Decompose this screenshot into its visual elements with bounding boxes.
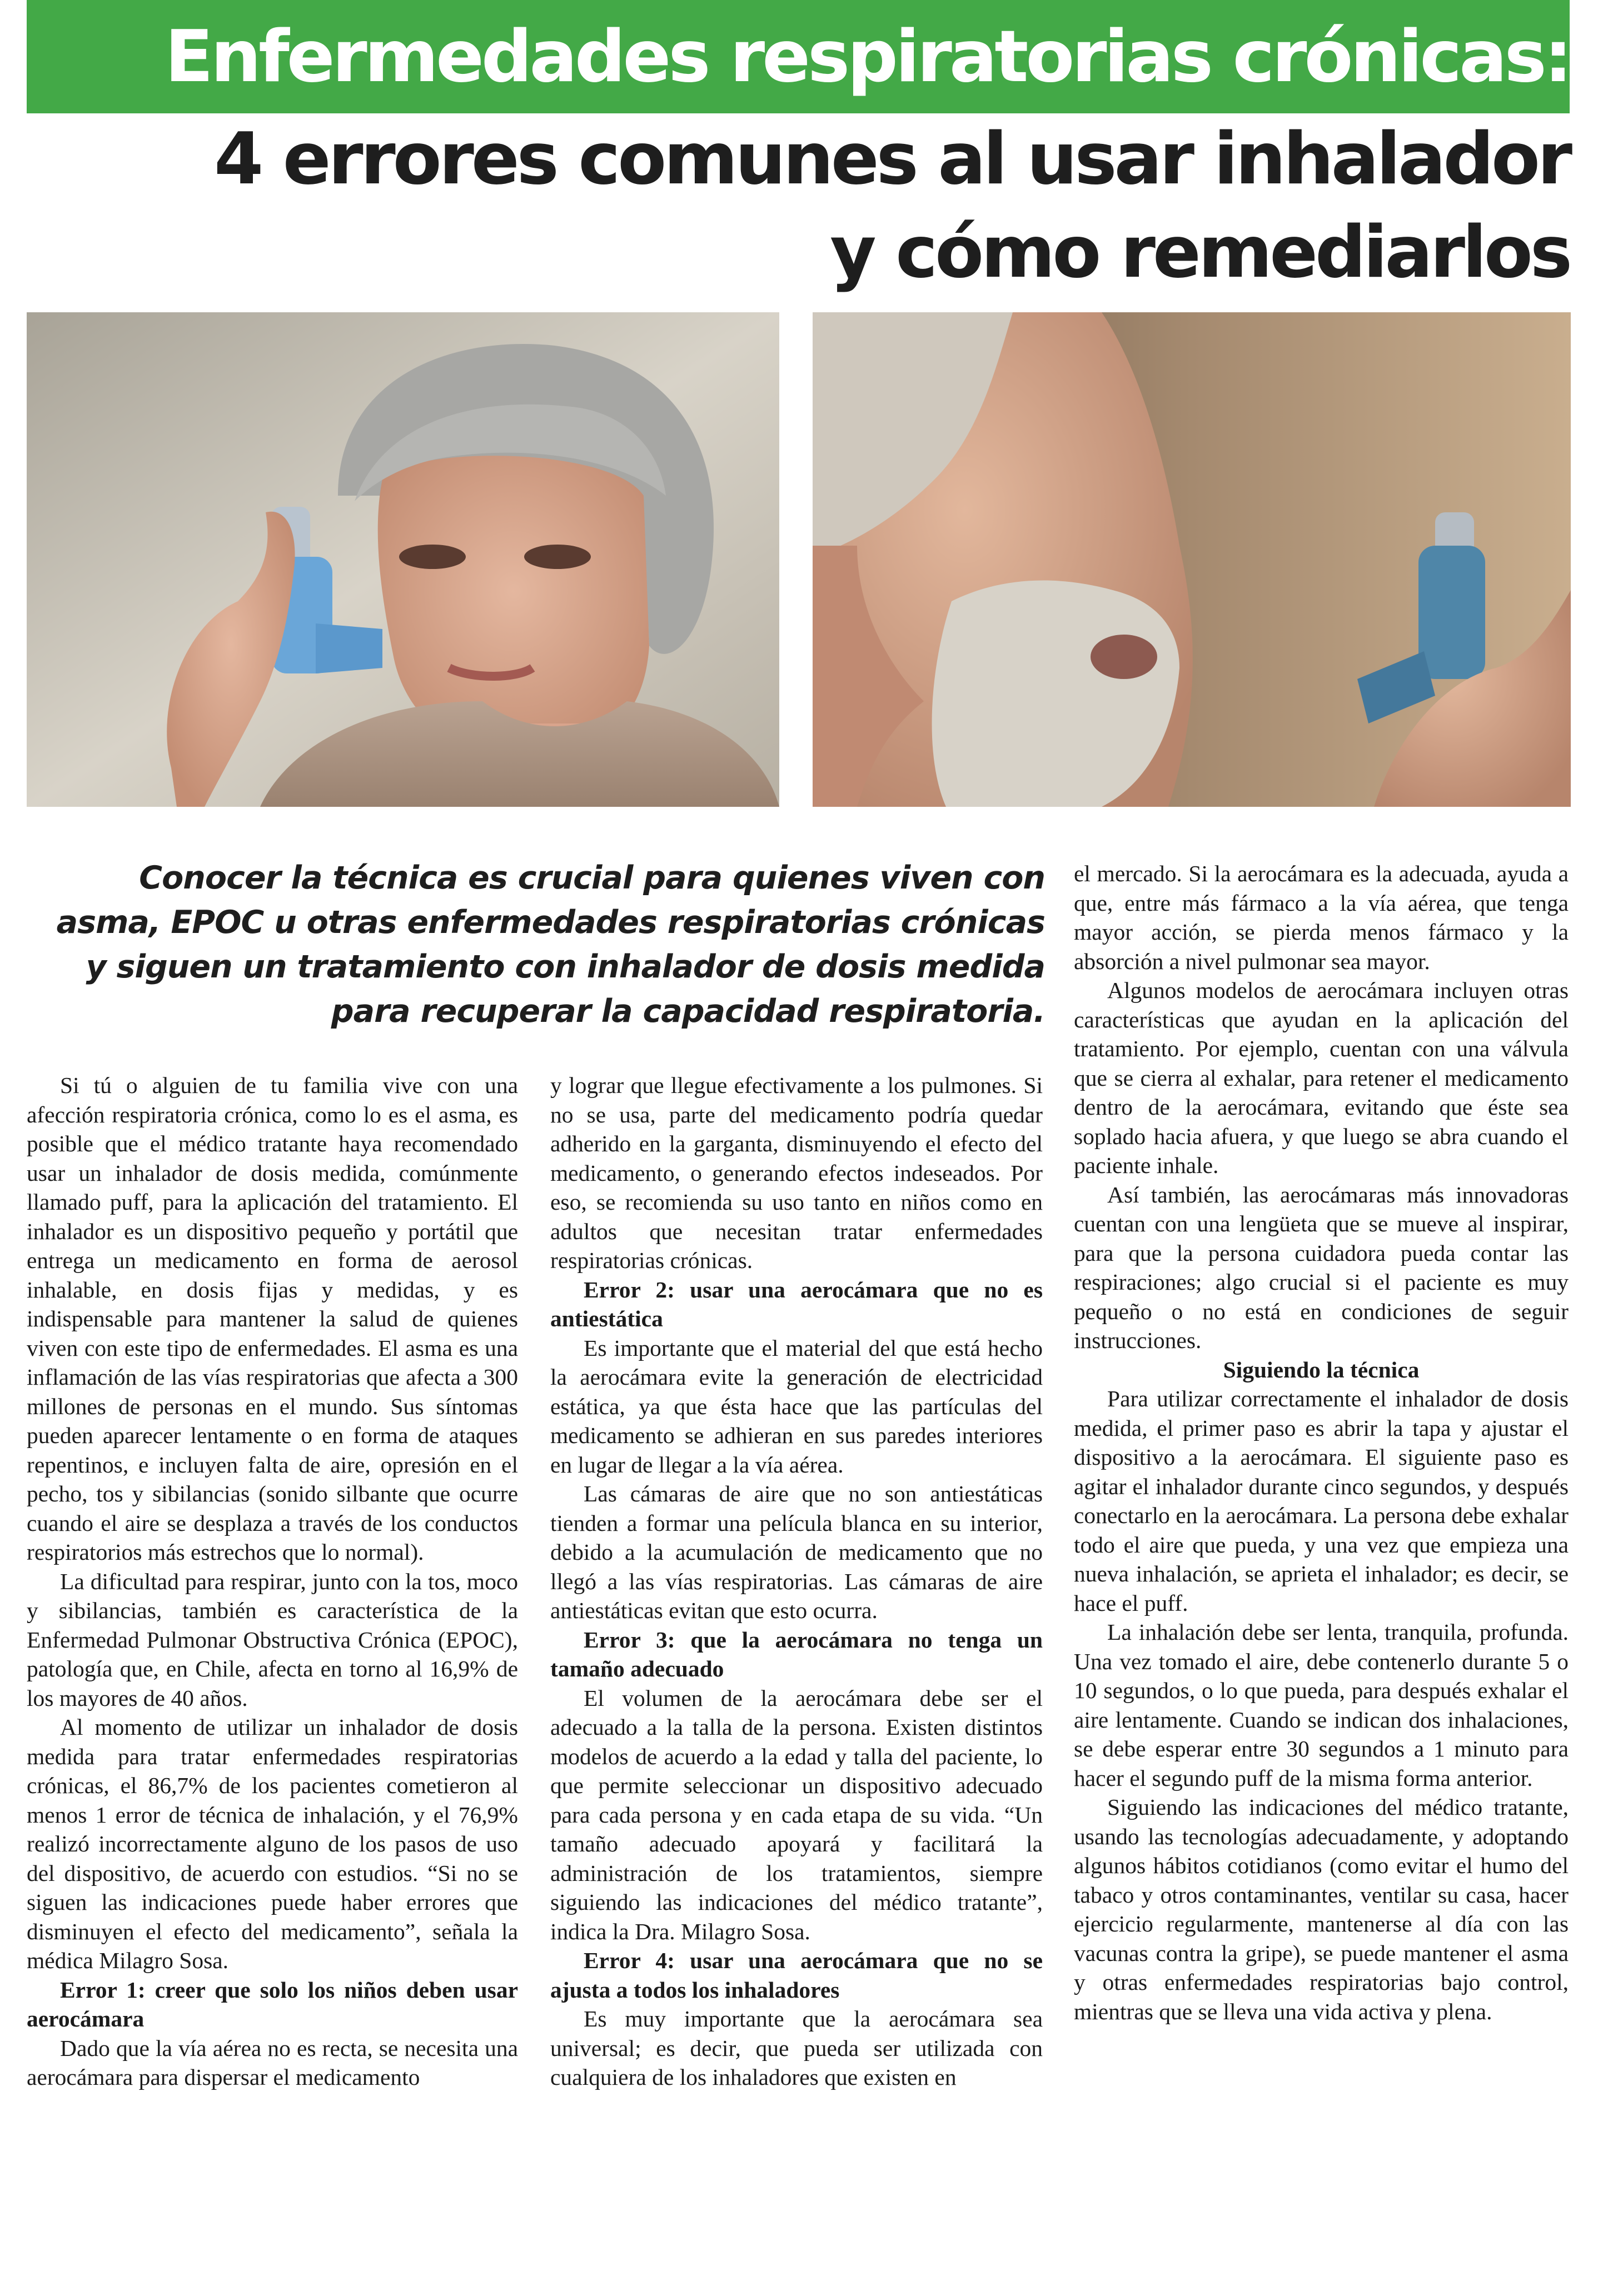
paragraph: el mercado. Si la aerocámara es la adecuada, ayuda a que, entre más fármaco a la vía aérea, que tenga mayor acción, se pierda menos fármaco y la absorción a nivel pulmonar sea mayor.: [1074, 861, 1569, 974]
paragraph: Al momento de utilizar un inhalador de dosis medida para tratar enfermedades respiratorias crónicas, el 86,7% de los pacientes cometieron al menos 1 error de técnica de inhalación, y el 76,9% realizó incorrectamente alguno de los pasos de uso del dispositivo, de acuerdo con estudios. “Si no se siguen las indicaciones puede haber errores que disminuyen el efecto del medicamento”, señala la médica Milagro Sosa.: [27, 1714, 518, 1973]
subheading-error-3: Error 3: que la aerocámara no tenga un tamaño adecuado: [550, 1626, 1043, 1681]
article-column-2: [550, 1071, 1043, 2092]
headline-line-2: 4 errores comunes al usar inhalador: [214, 118, 1570, 201]
paragraph: Así también, las aerocámaras más innovadoras cuentan con una lengüeta que se mueve al inspirar, para que la persona cuidadora pueda contar las respiraciones; algo crucial si el paciente es muy pequeño o no está en condiciones de seguir instrucciones.: [1074, 1181, 1569, 1353]
paragraph: La dificultad para respirar, junto con la tos, moco y sibilancias, también es característica de la Enfermedad Pulmonar Obstructiva Crónica (EPOC), patología que, en Chile, afecta en torno al 16,9% de los mayores de 40 años.: [27, 1568, 518, 1711]
article-column-3: [1074, 859, 1569, 2026]
paragraph: Para utilizar correctamente el inhalador de dosis medida, el primer paso es abrir la tapa y ajustar el dispositivo a la aerocámara. El siguiente paso es agitar el inhalador durante cinco segundos, y después conectarlo en la aerocámara. La persona debe exhalar todo el aire que pueda, y una vez que empieza una nueva inhalación, se aprieta el inhalador; es decir, se hace el puff.: [1074, 1386, 1569, 1616]
subheading-error-2: Error 2: usar una aerocámara que no es antiestática: [550, 1276, 1043, 1331]
paragraph: El volumen de la aerocámara debe ser el adecuado a la talla de la persona. Existen distintos modelos de acuerdo a la edad y talla del paciente, lo que permite seleccionar un dispositivo adecuado para cada persona y en cada etapa de su vida. “Un tamaño adecuado apoyará y facilitará la administración de los tratamientos, siempre siguiendo las indicaciones del médico tratante”, indica la Dra. Milagro Sosa.: [550, 1685, 1043, 1944]
headline-line-1: Enfermedades respiratorias crónicas:: [165, 16, 1570, 98]
subheading-error-1: Error 1: creer que solo los niños deben usar aerocámara: [27, 1976, 518, 2032]
paragraph: Es importante que el material del que está hecho la aerocámara evite la generación de electricidad estática, ya que ésta hace que las partículas del medicamento se adhieran en sus paredes interiores en lugar de llegar a la vía aérea.: [550, 1335, 1043, 1478]
article-column-1: [27, 1071, 518, 2092]
headline-line-3: y cómo remediarlos: [830, 211, 1570, 294]
paragraph: Algunos modelos de aerocámara incluyen otras características que ayudan en la aplicación del tratamiento. Por ejemplo, cuentan con una válvula que se cierra al exhalar, para retener el medicamento dentro de la aerocámara, evitando que éste sea soplado hacia afuera, y que luego se abra cuando el paciente inhale.: [1074, 977, 1569, 1178]
paragraph: Es muy importante que la aerocámara sea universal; es decir, que pueda ser utilizada con cualquiera de los inhaladores que existen en: [550, 2006, 1043, 2090]
paragraph: La inhalación debe ser lenta, tranquila, profunda. Una vez tomado el aire, debe contenerlo durante 5 o 10 segundos, o lo que pueda, para después exhalar el aire lentamente. Cuando se indican dos inhalaciones, se debe esperar entre 30 segundos a 1 minuto para hacer el segundo puff de la misma forma anterior.: [1074, 1619, 1569, 1791]
paragraph: Siguiendo las indicaciones del médico tratante, usando las tecnologías adecuadamente, y adoptando algunos hábitos cotidianos (como evitar el humo del tabaco y otros contaminantes, ventilar su casa, hacer ejercicio regularmente, mantenerse al día con las vacunas contra la gripe), se puede mantener el asma y otras enfermedades respiratorias bajo control, mientras que se lleva una vida activa y plena.: [1074, 1794, 1569, 2024]
paragraph: Si tú o alguien de tu familia vive con una afección respiratoria crónica, como lo es el asma, es posible que el médico tratante haya recomendado usar un inhalador de dosis medida, comúnmente llamado puff, para la aplicación del tratamiento. El inhalador es un dispositivo pequeño y portátil que entrega un medicamento en forma de aerosol inhalable, en dosis fijas y medidas, y es indispensable para mantener la salud de quienes viven con este tipo de enfermedades. El asma es una inflamación de las vías respiratorias que afecta a 300 millones de personas en el mundo. Sus síntomas pueden aparecer lentamente o en forma de ataques repentinos, e incluyen falta de aire, opresión en el pecho, tos y sibilancias (sonido silbante que ocurre cuando el aire se desplaza a través de los conductos respiratorios más estrechos que lo normal).: [27, 1072, 518, 1565]
paragraph: Las cámaras de aire que no son antiestáticas tienden a formar una película blanca en su interior, debido a la acumulación de medicamento que no llegó a las vías respiratorias. Las cámaras de aire antiestáticas evitan que esto ocurra.: [550, 1481, 1043, 1623]
paragraph: Dado que la vía aérea no es recta, se necesita una aerocámara para dispersar el medicamento: [27, 2035, 518, 2090]
subheading-tecnica: Siguiendo la técnica: [1223, 1356, 1420, 1382]
photo-man-with-inhaler: [813, 312, 1571, 807]
subheading-error-4: Error 4: usar una aerocámara que no se ajusta a todos los inhaladores: [550, 1948, 1043, 2003]
photo-woman-with-inhaler: [27, 312, 779, 807]
paragraph: y lograr que llegue efectivamente a los pulmones. Si no se usa, parte del medicamento podría quedar adherido en la garganta, disminuyendo el efecto del medicamento, o generando efectos indeseados. Por eso, se recomienda su uso tanto en niños como en adultos que necesitan tratar enfermedades respiratorias crónicas.: [550, 1072, 1043, 1273]
lead-paragraph: Conocer la técnica es crucial para quienes viven con asma, EPOC u otras enfermedades respiratorias crónicas y siguen un tratamiento con inhalador de dosis medida para recuperar la capacidad respiratoria.: [56, 860, 1045, 1030]
